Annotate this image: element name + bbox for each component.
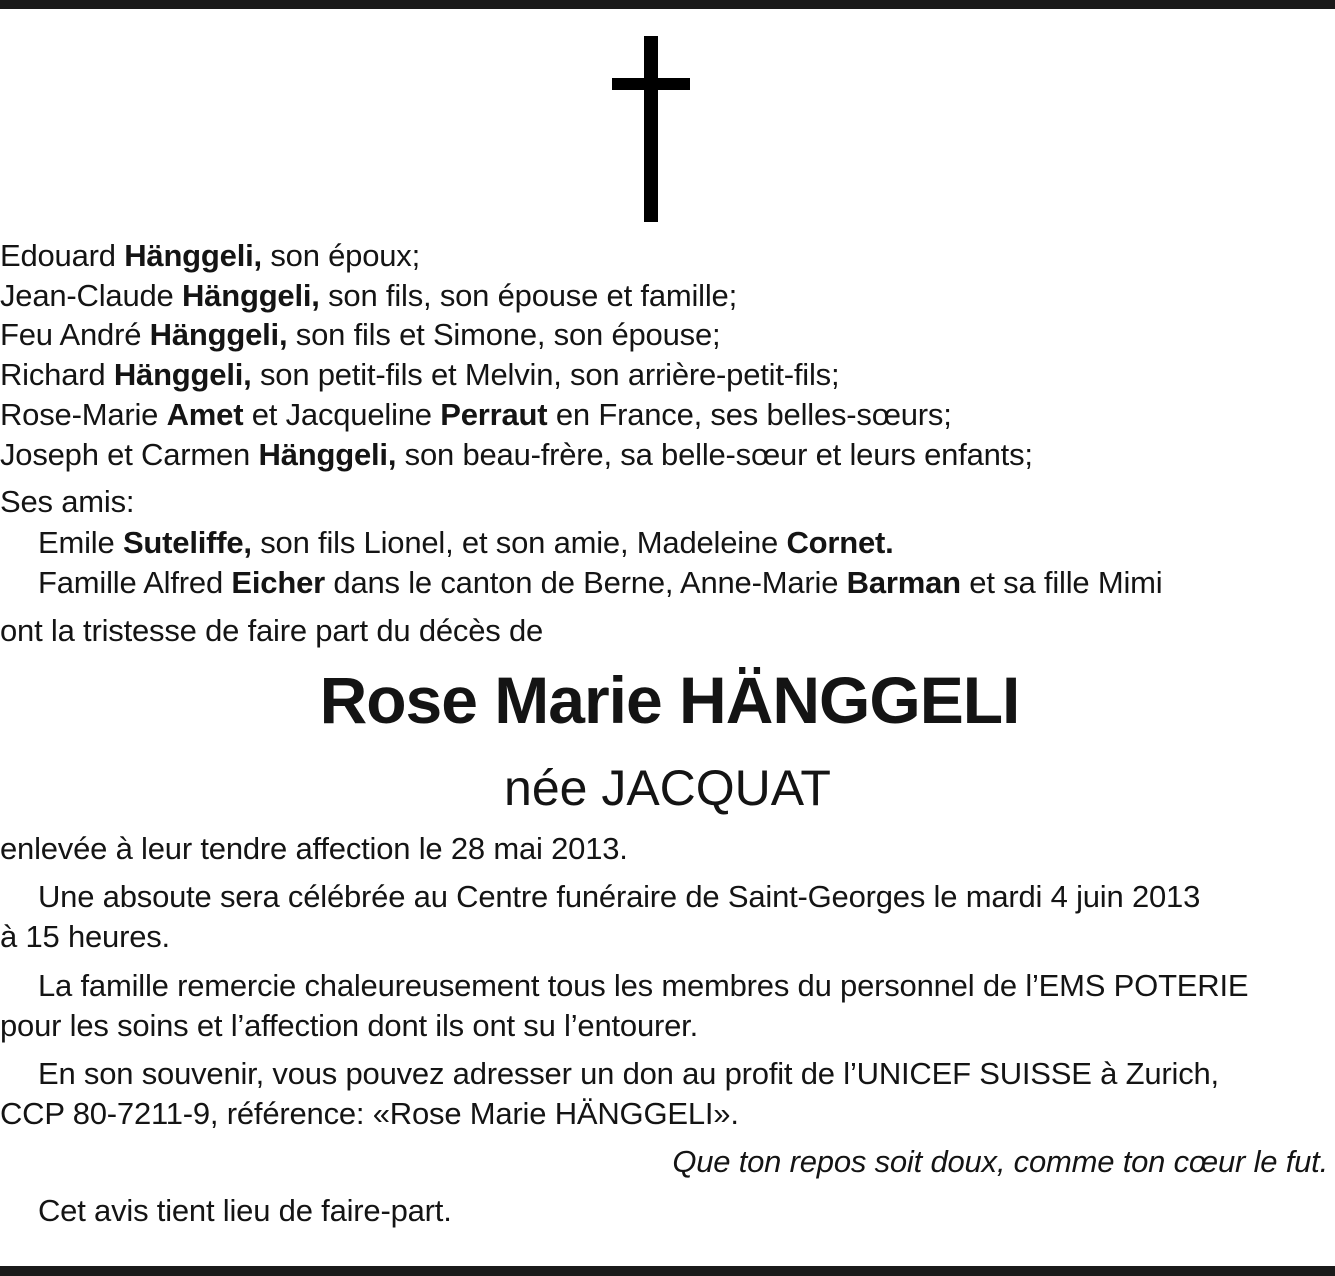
family-line-3: Feu André Hänggeli, son fils et Simone, son épouse; — [0, 317, 721, 352]
family-line-1: Edouard Hänggeli, son époux; — [0, 238, 421, 273]
notice-text: Cet avis tient lieu de faire-part. — [38, 1193, 452, 1228]
thanks-line-1: La famille remercie chaleureusement tous les membres du personnel de l’EMS POTERIE — [38, 968, 1249, 1003]
announcement-text: ont la tristesse de faire part du décès de — [0, 613, 544, 648]
ceremony-line-2: à 15 heures. — [0, 919, 170, 954]
deceased-maiden-name: née JACQUAT — [504, 760, 831, 816]
friends-line-2: Famille Alfred Eicher dans le canton de Berne, Anne-Marie Barman et sa fille Mimi — [38, 565, 1163, 600]
donation-line-2: CCP 80-7211-9, référence: «Rose Marie HÄNGGELI». — [0, 1096, 739, 1131]
closing-quote: Que ton repos soit doux, comme ton cœur le fut. — [672, 1144, 1328, 1179]
taken-text: enlevée à leur tendre affection le 28 mai 2013. — [0, 831, 628, 866]
family-line-2: Jean-Claude Hänggeli, son fils, son épouse et famille; — [0, 278, 738, 313]
friends-heading: Ses amis: — [0, 484, 135, 519]
friends-line-1: Emile Suteliffe, son fils Lionel, et son amie, Madeleine Cornet. — [38, 525, 894, 560]
family-line-4: Richard Hänggeli, son petit-fils et Melvin, son arrière-petit-fils; — [0, 357, 840, 392]
deceased-name: Rose Marie HÄNGGELI — [319, 663, 1020, 737]
top-border-rule — [0, 0, 1335, 9]
thanks-line-2: pour les soins et l’affection dont ils ont su l’entourer. — [0, 1008, 698, 1043]
family-line-5: Rose-Marie Amet et Jacqueline Perraut en France, ses belles-sœurs; — [0, 397, 952, 432]
ceremony-line-1: Une absoute sera célébrée au Centre funéraire de Saint-Georges le mardi 4 juin 2013 — [38, 879, 1201, 914]
donation-line-1: En son souvenir, vous pouvez adresser un don au profit de l’UNICEF SUISSE à Zurich, — [38, 1056, 1219, 1091]
bottom-border-rule — [0, 1266, 1335, 1276]
family-line-6: Joseph et Carmen Hänggeli, son beau-frère, sa belle-sœur et leurs enfants; — [0, 437, 1033, 472]
